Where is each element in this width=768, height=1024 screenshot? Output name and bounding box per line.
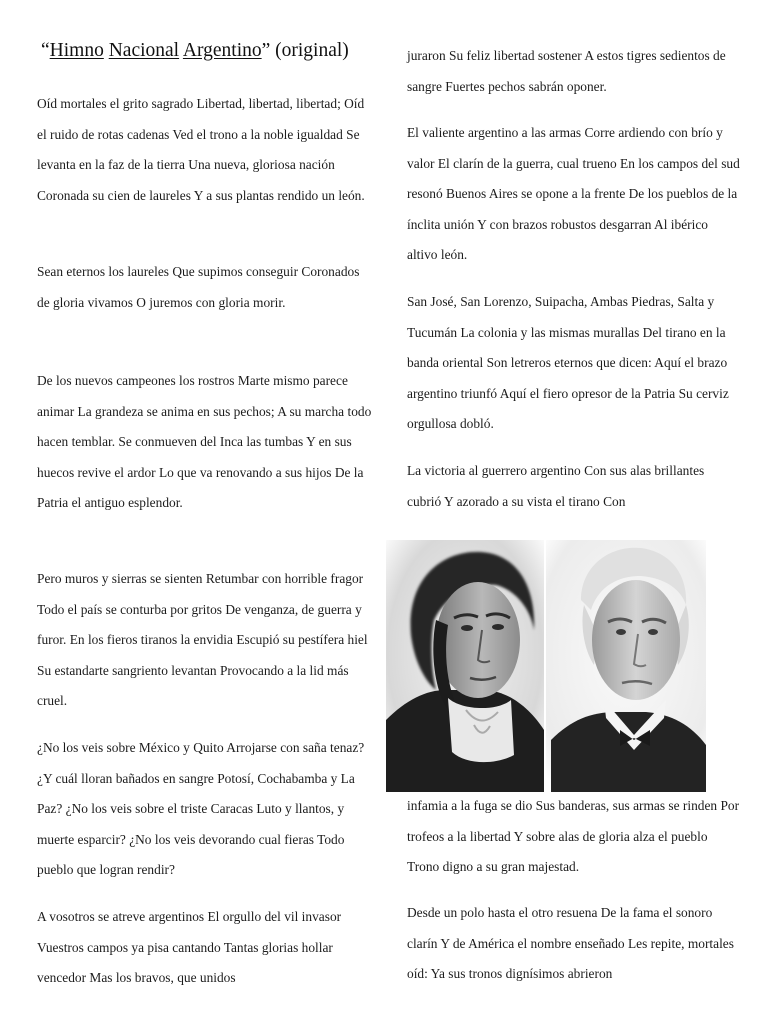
title-open-quote: “ <box>41 40 50 61</box>
stanza-right-4: La victoria al guerrero argentino Con sus alas brillantes cubrió Y azorado a su vista el tirano Con <box>407 463 705 509</box>
stanza-left-2: Sean eternos los laureles Que supimos conseguir Coronados de gloria vivamos O juremos con gloria morir. <box>37 264 360 310</box>
title-word-argentino: Argentino <box>182 40 262 61</box>
portrait-right <box>546 540 706 792</box>
stanza-left-6: A vosotros se atreve argentinos El orgullo del vil invasor Vuestros campos ya pisa cantando Tantas glorias hollar vencedor Mas los bravos, que unidos <box>37 909 342 985</box>
stanza-right-5: infamia a la fuga se dio Sus banderas, sus armas se rinden Por trofeos a la libertad Y sobre alas de gloria alza el pueblo Trono digno a su gran majestad. <box>407 798 740 874</box>
stanza-left-4: Pero muros y sierras se sienten Retumbar con horrible fragor Todo el país se conturba por gritos De venganza, de guerra y furor. En los fieros tiranos la envidia Escupió su pestífera hiel Su estandarte sangriento levantan Provocando a la lid más cruel. <box>37 571 368 708</box>
stanza-left-5: ¿No los veis sobre México y Quito Arrojarse con saña tenaz? ¿Y cuál lloran bañados en sangre Potosí, Cochabamba y La Paz? ¿No los veis sobre el triste Caracas Luto y llantos, y muerte esparcir? ¿No los veis devorando cual fieras Todo pueblo que logran rendir? <box>37 740 365 877</box>
title-word-nacional: Nacional <box>108 40 180 61</box>
title-suffix: (original) <box>275 40 349 61</box>
stanza-right-2: El valiente argentino a las armas Corre ardiendo con brío y valor El clarín de la guerra, cual trueno En los campos del sud resonó Buenos Aires se opone a la frente De los pueblos de la ínclita unión Y con brazos robustos desgarran Al ibérico altivo león. <box>407 125 740 262</box>
title-word-himno: Himno <box>49 40 104 61</box>
stanza-right-6: Desde un polo hasta el otro resuena De la fama el sonoro clarín Y de América el nombre enseñado Les repite, mortales oíd: Ya sus tronos dignísimos abrieron <box>407 905 734 981</box>
authors-portraits <box>386 540 706 792</box>
page-title <box>41 40 349 62</box>
portrait-left <box>386 540 544 792</box>
stanza-right-1: juraron Su feliz libertad sostener A estos tigres sedientos de sangre Fuertes pechos sabrán oponer. <box>407 48 726 94</box>
stanza-left-3: De los nuevos campeones los rostros Marte mismo parece animar La grandeza se anima en sus pechos; A su marcha todo hacen temblar. Se conmueven del Inca las tumbas Y en sus huecos revive el ardor Lo que va renovando a sus hijos De la Patria el antiguo esplendor. <box>37 373 372 510</box>
title-close-quote: ” <box>261 40 271 61</box>
stanza-right-3: San José, San Lorenzo, Suipacha, Ambas Piedras, Salta y Tucumán La colonia y las mismas murallas Del tirano en la banda oriental Son letreros eternos que dicen: Aquí el brazo argentino triunfó Aquí el fiero opresor de la Patria Su cerviz orgullosa dobló. <box>407 294 729 431</box>
stanza-left-1: Oíd mortales el grito sagrado Libertad, libertad, libertad; Oíd el ruido de rotas cadenas Ved el trono a la noble igualdad Se levanta en la faz de la tierra Una nueva, gloriosa nación Coronada su cien de laureles Y a sus plantas rendido un león. <box>37 96 365 203</box>
